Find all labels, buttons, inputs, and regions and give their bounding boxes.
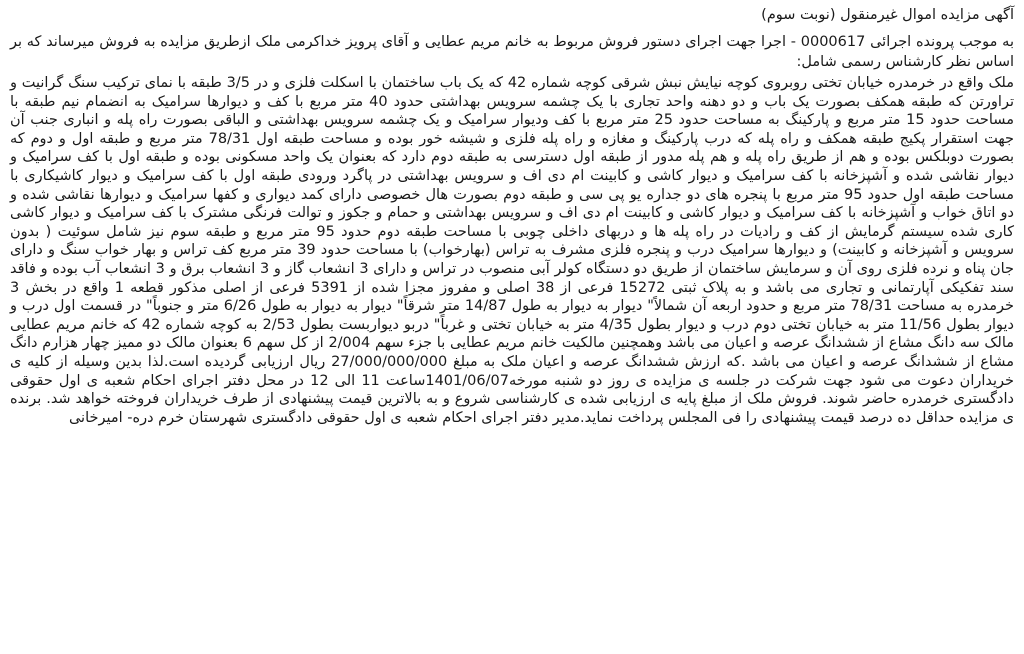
notice-intro-paragraph: به موجب پرونده اجرائی 0000617 - اجرا جهت اجرای دستور فروش مربوط به خانم مریم عطایی و آقای پرویز خداکرمی ملک ازطریق مزایده به فروش میرساند که بر اساس نظر کارشناس رسمی شامل: [10,34,1014,70]
notice-title: آگهی مزایده اموال غیرمنقول (نوبت سوم) [761,7,1014,23]
notice-body-paragraph: ملک واقع در خرمدره خیابان تختی روبروی کوچه نیایش نبش شرقی کوچه شماره 42 که یک باب ساختمان با اسکلت فلزی و در 3/5 طبقه با نمای ترکیب سنگ گرانیت و تراورتن که طبقه همکف بصورت یک باب و دو دهنه واحد تجاری با یک چشمه سرویس بهداشتی حدود 40 متر مربع با کف و دیوارها سرامیک به انضمام نیم طبقه با مساحت حدود 15 متر مربع و پارکینگ به مساحت حدود 25 متر مربع با کف ودیوار سرامیک و یک چشمه سرویس بهداشتی و الباقی بصورت راه پله و انباری جنب آن جهت استقرار پکیج طبقه همکف و راه پله که درب پارکینگ و مغازه و راه پله فلزی و شیشه خور بوده و مساحت طبقه اول 78/31 متر مربع و طبقه اول و دوم که بصورت دوبلکس بوده و هم از طریق راه پله و هم پله مدور از طبقه اول دسترسی به طبقه دوم دارد که بعنوان یک واحد مسکونی بوده و طبقه اول با کف سرامیک و دیوار نقاشی شده و آشپزخانه با کف سرامیک و دیوار کاشی و کابینت ام دی اف و سرویس بهداشتی در پاگرد ورودی طبقه اول با کف سرامیک و دیوار کاشیکاری با مساحت طبقه اول حدود 95 متر مربع با پنجره های دو جداره یو پی سی و طبقه دوم بصورت هال خصوصی دارای کمد دیواری و کفها سرامیک و دیوارها نقاشی شده و دو اتاق خواب و آشپزخانه با کف سرامیک و دیوار کاشی و کابینت ام دی اف و سرویس بهداشتی و حمام و جکوز و توالت فرنگی مشترک با کف سرامیک و دیوار کاشی کاری شده سیستم گرمایش از کف و رادیات در راه پله ها و دربهای داخلی چوبی با مساحت طبقه دوم حدود 95 متر مربع و طبقه سوم نیز شامل سوئیت ( بدون سرویس و آشپزخانه و کابینت) و دیوارها سرامیک درب و پنجره فلزی مشرف به تراس (بهارخواب) با مساحت حدود 39 متر مربع کف تراس و بهار خواب سنگ و دارای جان پناه و نرده فلزی روی آن و سرمایش ساختمان از طریق دو دستگاه کولر آبی منصوب در تراس و دارای 3 انشعاب گاز و 3 انشعاب برق و 3 انشعاب آب بوده و فاقد سند تفکیکی آپارتمانی و تجاری می باشد و به پلاک ثبتی 15272 فرعی از 38 اصلی و مفروز مجزا شده از 5391 فرعی از اصلی مذکور قطعه 1 واقع در بخش 3 خرمدره به مساحت 78/31 متر مربع و حدود اربعه آن شمالاً" دیوار به دیوار به طول 14/87 متر شرقاً" دیوار به دیوار به طول 6/26 متر و جنوباً" در قسمت اول درب و دیوار بطول 11/56 متر به خیابان تختی دوم درب و دیوار بطول 4/35 متر به خیابان تختی و غرباً" دربو دیواربست بطول 2/53 به کوچه شماره 42 که خانم مریم عطایی مالک سه دانگ مشاع از ششدانگ عرصه و اعیان می باشد وهمچنین مالکیت خانم مریم عطایی با جزء سهم 2/004 از کل سهم 6 بعنوان مالک دو ممیز چهار هزارم دانگ مشاع از ششدانگ عرصه و اعیان می باشد .که ارزش ششدانگ عرصه و اعیان ملک به مبلغ 27/000/000/000 ریال ارزیابی گردیده است.لذا بدین وسیله از کلیه ی خریداران دعوت می شود جهت شرکت در جلسه ی مزایده ی روز دو شنبه مورخه1401/06/07ساعت 11 الی 12 در محل دفتر اجرای احکام شعبه ی اول حقوقی دادگستری خرمدره حاضر شوند. فروش ملک از مبلغ پایه ی ارزیابی شده ی کارشناسی شروع و به بالاترین قیمت پیشنهادی از طرف خریداران فروخته خواهد شد. برنده ی مزایده حداقل ده درصد قیمت پیشنهادی را فی المجلس پرداخت نماید.مدیر دفتر اجرای احکام شعبه ی اول حقوقی دادگستری شهرستان خرم دره- امیرخانی [10,75,1015,426]
